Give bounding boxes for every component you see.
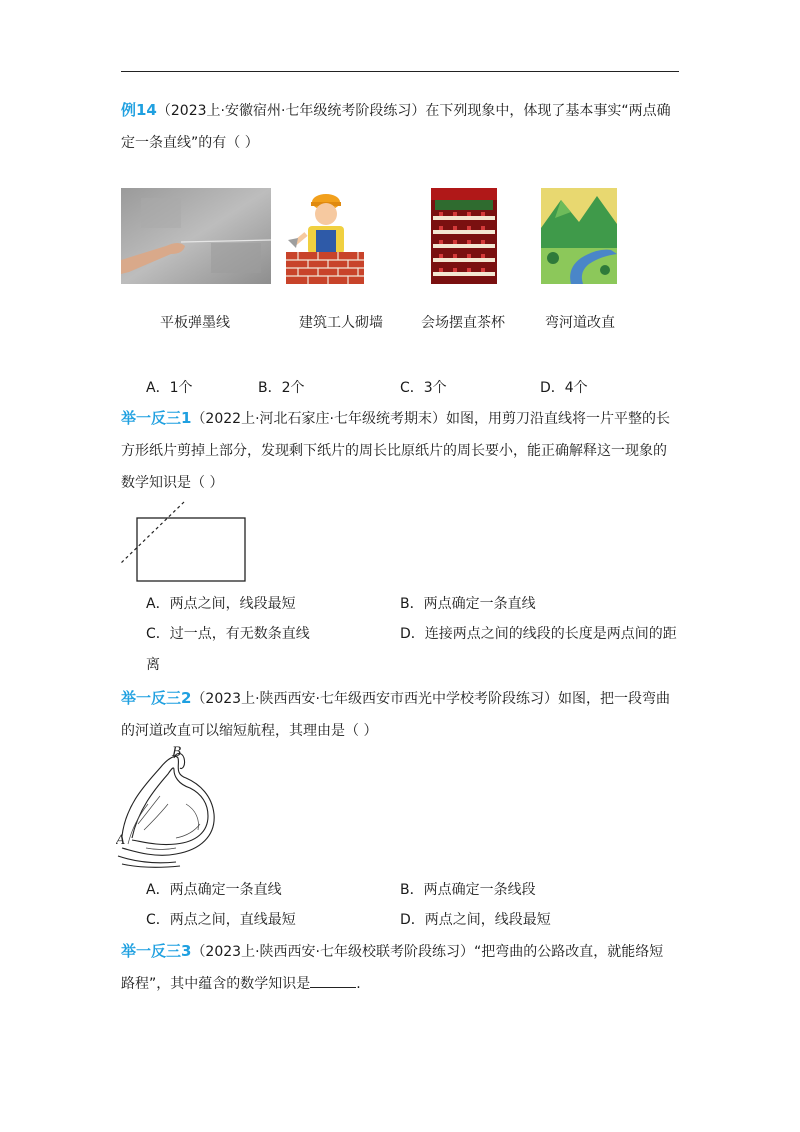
caption-chalk-line: 平板弹墨线 [160,315,230,331]
ex14-option-d[interactable]: D．4个 [540,380,588,396]
bricklayer-figure [284,188,366,284]
q1-option-c[interactable]: C．过一点，有无数条直线 [146,626,310,642]
question-2-stem: 举一反三2（2023上·陕西西安·七年级西安市西光中学校考阶段练习）如图，把一段弯曲 的河道改直可以缩短航程，其理由是（ ） [121,689,670,739]
point-b-label: B [172,745,182,760]
chalk-line-photo [121,188,271,284]
point-a-label: A [116,833,126,848]
paper-cut-figure [116,500,250,586]
ex14-option-a[interactable]: A．1个 [146,380,193,396]
caption-bricklayer: 建筑工人砌墙 [299,315,383,331]
caption-teacups: 会场摆直茶杯 [421,315,505,331]
q2-option-a[interactable]: A．两点确定一条直线 [146,882,282,898]
ex14-option-c[interactable]: C．3个 [400,380,447,396]
ex14-option-b[interactable]: B．2个 [258,380,305,396]
example-14-stem: 例14（2023上·安徽宿州·七年级统考阶段练习）在下列现象中，体现了基本事实“两点确 定一条直线”的有（ ） [121,101,671,151]
q2-option-b[interactable]: B．两点确定一条线段 [400,882,536,898]
q1-option-d[interactable]: D．连接两点之间的线段的长度是两点间的距 [400,626,677,642]
question-3-stem: 举一反三3（2023上·陕西西安·七年级校联考阶段练习）“把弯曲的公路改直，就能络短 路程”，其中蕴含的数学知识是 . [121,942,664,992]
q1-option-b[interactable]: B．两点确定一条直线 [400,596,536,612]
question-3-label: 举一反三3 [121,942,192,960]
conference-teacups-photo [431,188,497,284]
question-1-stem: 举一反三1（2022上·河北石家庄·七年级统考期末）如图，用剪刀沿直线将一片平整的长 方形纸片剪掉上部分，发现剩下纸片的周长比原纸片的周长要小，能正确解释这一现象的 数学知识是（ ） [121,409,670,491]
question-1-label: 举一反三1 [121,409,192,427]
q1-option-d-continued: 离 [146,657,160,673]
q2-option-d[interactable]: D．两点之间，线段最短 [400,912,551,928]
winding-river-figure [116,744,226,870]
question-2-label: 举一反三2 [121,689,192,707]
answer-blank[interactable] [310,976,356,988]
q2-option-c[interactable]: C．两点之间，直线最短 [146,912,296,928]
caption-river: 弯河道改直 [545,315,615,331]
example-14-label: 例14 [121,101,157,119]
header-rule [121,71,679,72]
river-landscape-figure [541,188,617,284]
q1-option-a[interactable]: A．两点之间，线段最短 [146,596,296,612]
